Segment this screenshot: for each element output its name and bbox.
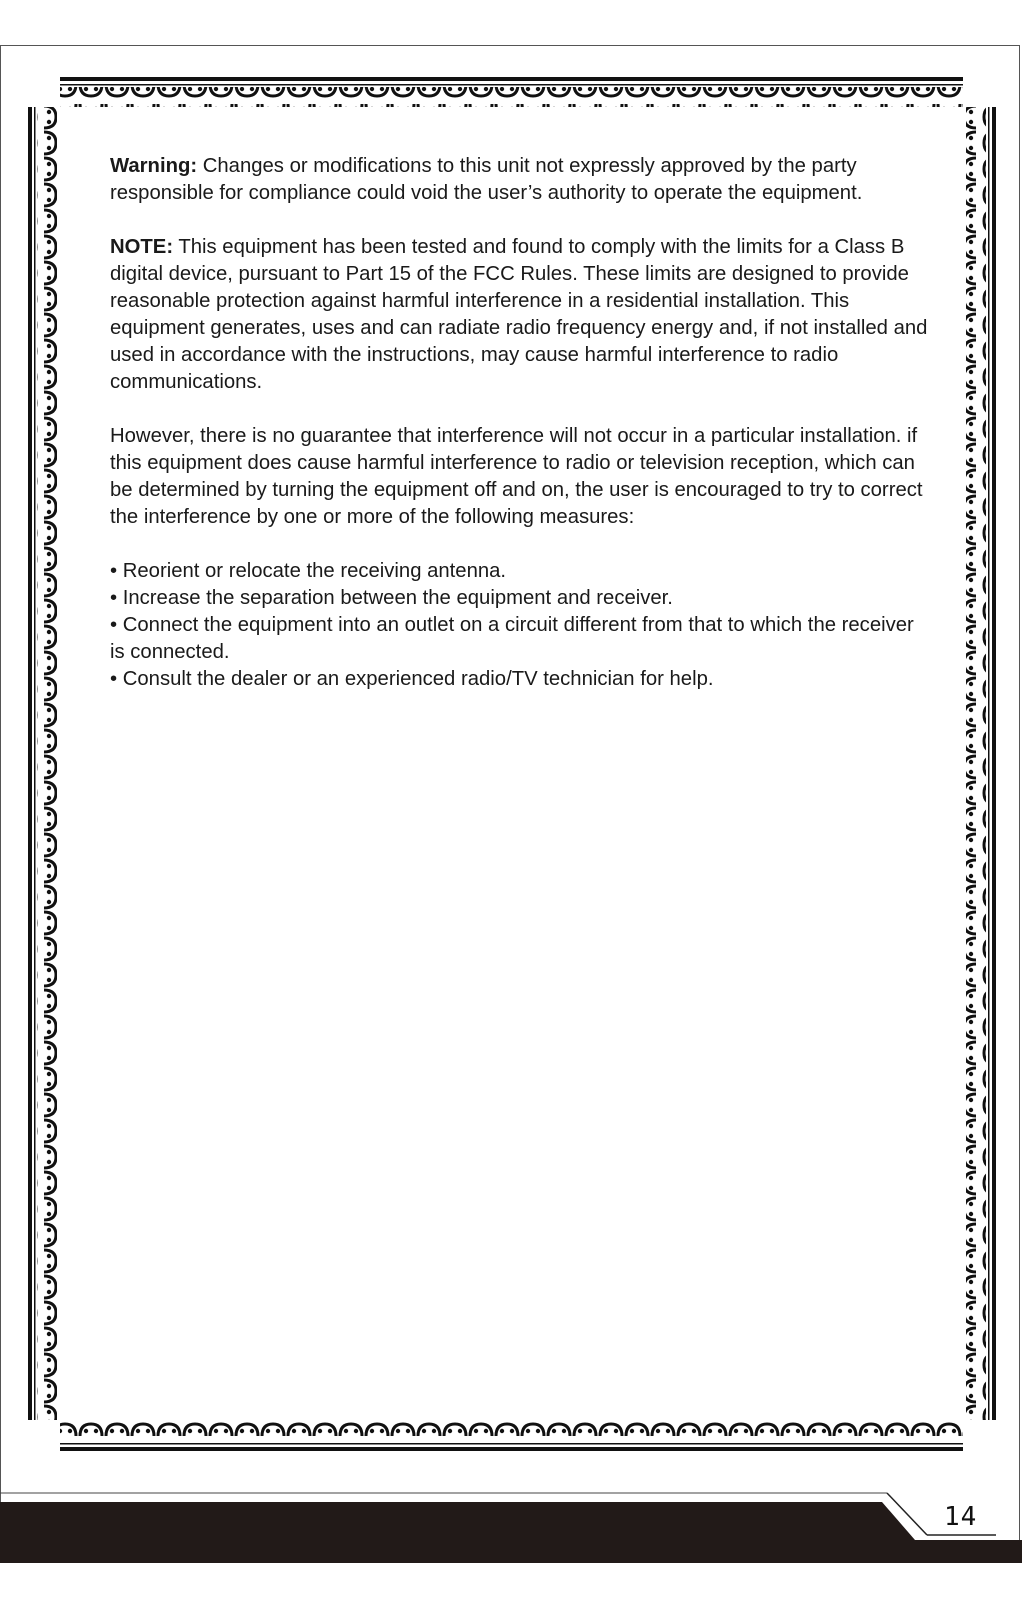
measure-item: • Reorient or relocate the receiving antenna. — [110, 560, 507, 582]
note-label: NOTE: — [110, 236, 174, 258]
warning-text: Changes or modifications to this unit not expressly approved by the party responsible for compliance could void the user’s authority to operate the equipment. — [110, 155, 863, 204]
note-text: This equipment has been tested and found to comply with the limits for a Class B digital device, pursuant to Part 15 of the FCC Rules. These limits are designed to provide reasonable protection against harmful interference in a residential installation. This equipment generates, uses and can radiate radio frequency energy and, if not installed and used in accordance with the instructions, may cause harmful interference to radio communications. — [110, 236, 928, 393]
measure-item: • Connect the equipment into an outlet on a circuit different from that to which the receiver is connected. — [110, 614, 914, 663]
page-number: 14 — [944, 1502, 978, 1532]
measure-item: • Consult the dealer or an experienced radio/TV technician for help. — [110, 668, 714, 690]
measure-item: • Increase the separation between the equipment and receiver. — [110, 587, 673, 609]
warning-label: Warning: — [110, 155, 198, 177]
however-paragraph: However, there is no guarantee that interference will not occur in a particular installation. if this equipment does cause harmful interference to radio or television reception, which can be determined by turning the equipment off and on, the user is encouraged to try to correct the interference by one or more of the following measures: — [110, 425, 923, 528]
